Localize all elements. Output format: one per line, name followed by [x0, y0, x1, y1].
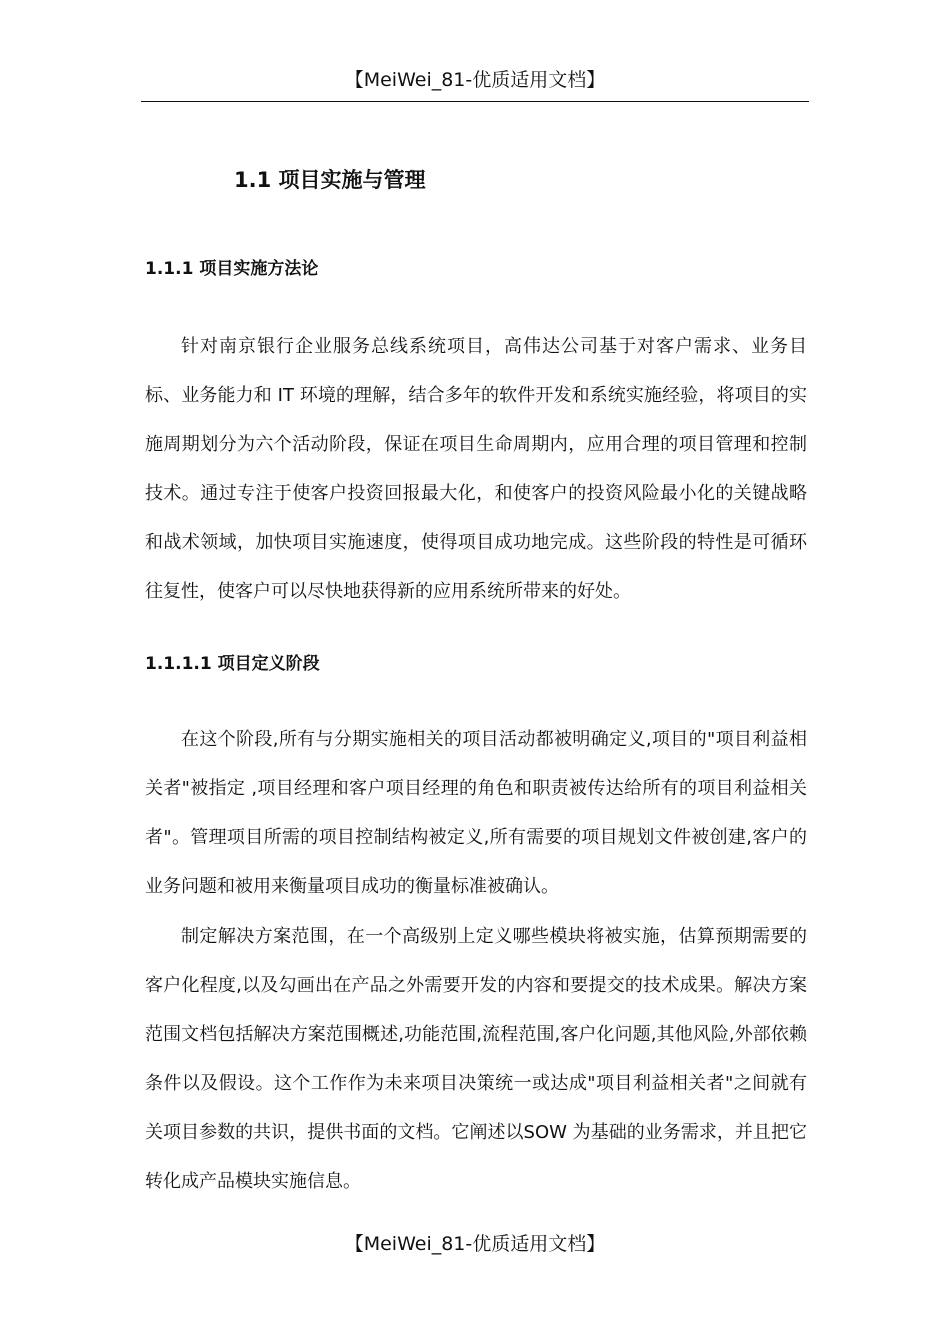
header-divider	[141, 101, 809, 102]
subsection-heading: 1.1.1 项目实施方法论	[145, 259, 319, 279]
definition-phase-paragraph-1: 在这个阶段,所有与分期实施相关的项目活动都被明确定义,项目的"项目利益相关者"被指定 ,项目经理和客户项目经理的角色和职责被传达给所有的项目利益相关者"。管理项目所需的项目控制结构被定义,所有需要的项目规划文件被创建,客户的业务问题和被用来衡量项目成功的衡量标准被确认。	[145, 729, 807, 897]
section-heading: 1.1 项目实施与管理	[234, 168, 426, 192]
subsubsection-heading: 1.1.1.1 项目定义阶段	[145, 654, 320, 674]
page-footer: 【MeiWei_81-优质适用文档】	[344, 1233, 606, 1255]
page-header: 【MeiWei_81-优质适用文档】	[344, 69, 606, 91]
methodology-paragraph: 针对南京银行企业服务总线系统项目，高伟达公司基于对客户需求、业务目标、业务能力和 IT 环境的理解，结合多年的软件开发和系统实施经验，将项目的实施周期划分为六个活动阶段，保证在项目生命周期内，应用合理的项目管理和控制技术。通过专注于使客户投资回报最大化，和使客户的投资风险最小化的关键战略和战术领域，加快项目实施速度，使得项目成功地完成。这些阶段的特性是可循环往复性，使客户可以尽快地获得新的应用系统所带来的好处。	[145, 336, 807, 602]
definition-phase-paragraph-2: 制定解决方案范围，在一个高级别上定义哪些模块将被实施，估算预期需要的客户化程度,以及勾画出在产品之外需要开发的内容和要提交的技术成果。解决方案范围文档包括解决方案范围概述,功能范围,流程范围,客户化问题,其他风险,外部依赖条件以及假设。这个工作作为未来项目决策统一或达成"项目利益相关者"之间就有关项目参数的共识，提供书面的文档。它阐述以SOW 为基础的业务需求，并且把它转化成产品模块实施信息。	[145, 926, 807, 1192]
